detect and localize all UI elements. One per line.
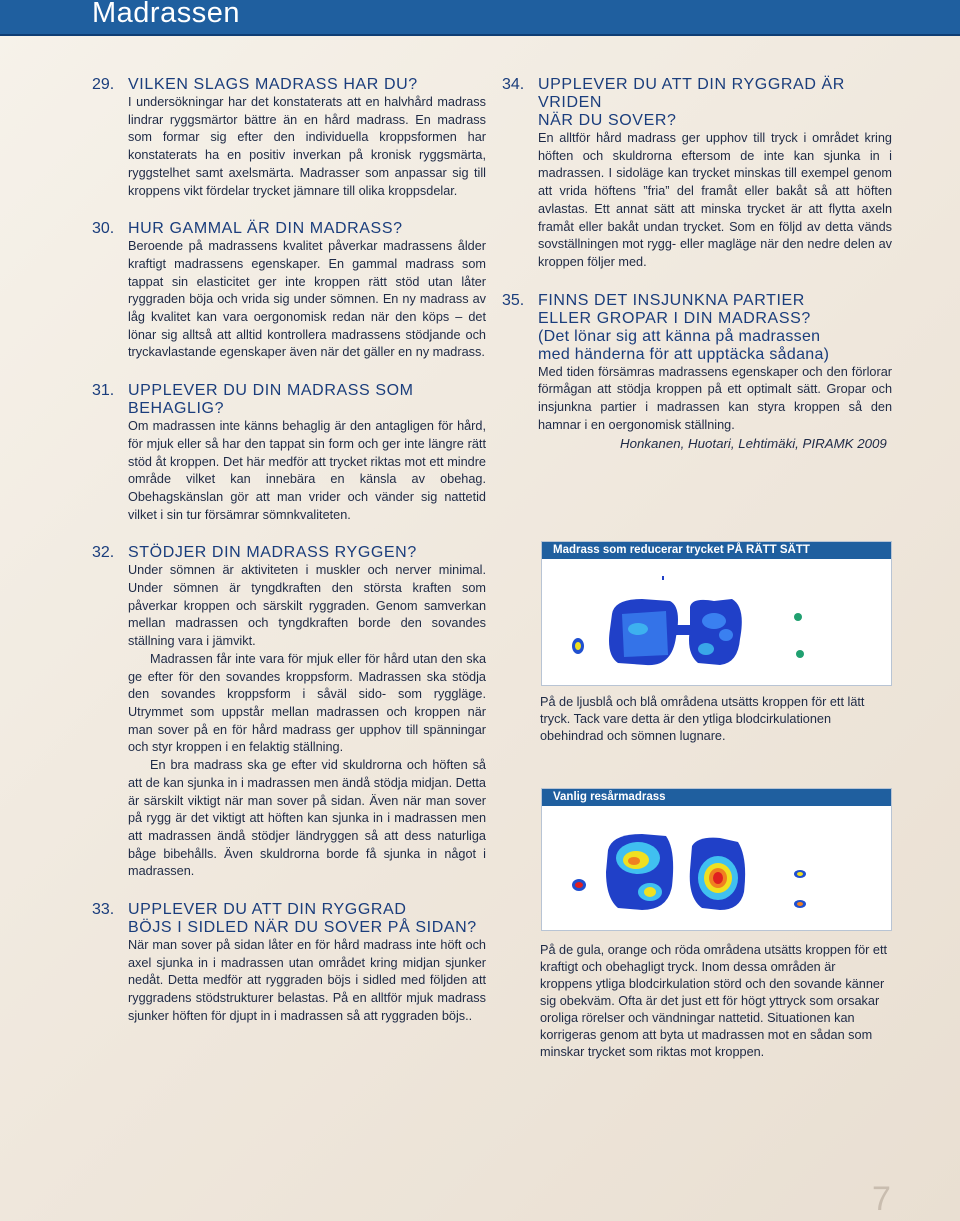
section-30 — [92, 220, 486, 362]
section-33 — [92, 901, 486, 1026]
section-heading: STÖDJER DIN MADRASS RYGGEN? — [128, 544, 417, 562]
section-text: När man sover på sidan låter en för hård madrass inte höft och axel sjunka in i madrassen utan området kring midjan sjunker nedåt. Detta medför att ryggraden böjs i sidled med följden att ryggradens stödstrukturer belastas. På en alltför mjuk madrass sjunker höften för djupt in i madrassen så att ryggraden böjs.. — [128, 938, 486, 1023]
section-heading: UPPLEVER DU ATT DIN RYGGRAD ÄR VRIDEN — [538, 76, 845, 111]
pressure-map-low — [542, 559, 891, 684]
figure-title: Vanlig resårmadrass — [542, 789, 891, 806]
section-number: 34. — [502, 76, 525, 93]
section-heading: VILKEN SLAGS MADRASS HAR DU? — [128, 76, 418, 93]
section-text: Beroende på madrassens kvalitet påverkar madrassens ålder kraftigt madrassens egenskaper. En gammal madrass som tappat sin elasticitet ger inte kroppen rätt stöd utan låter ryggraden böja och vrida sig under sömnen. En ny madrass av låg kvalitet kan vara oergonomisk redan när den köps – det lönar sig alltså att alltid kontrollera madrassens stödjande och tryckavlastande egenskaper även när det gäller en ny madrass. — [128, 239, 486, 360]
section-subheading: (Det lönar sig att känna på madrassen — [538, 327, 821, 345]
left-column — [92, 76, 486, 1026]
section-heading: UPPLEVER DU ATT DIN RYGGRAD — [128, 901, 407, 919]
figure-title: Madrass som reducerar trycket PÅ RÄTT SÄTT — [542, 542, 891, 559]
figure-spring-mattress — [541, 788, 892, 931]
right-column — [502, 76, 892, 434]
figure-caption: På de gula, orange och röda områdena utsätts kroppen för ett kraftigt och obehagligt tryck. Inom dessa områden är kroppens ytliga blodcirkulation störd och den sovande känner sig obekväm. Ofta är det just ett för högt yttryck som orsakar oroliga rörelser och vändningar nattetid. Situationen kan korrigeras genom att byta ut madrassen mot en sådan som minskar trycket som riktas mot kroppen. — [540, 943, 888, 1059]
section-paragraph: En bra madrass ska ge efter vid skuldrorna och höften så att de kan sjunka in i madrassen men ändå stödja midjan. Detta är särskilt viktigt när man sover på sidan. Även när man sover på rygg är det viktigt att höften kan sjunka in i madrassen men att madrassen ändå stödjer ländryggen så att dess naturliga båge bibehålls. Även skuldrorna borde få sjunka in något i madrassen. — [128, 758, 486, 879]
section-heading: NÄR DU SOVER? — [538, 112, 677, 129]
section-number: 32. — [92, 544, 115, 562]
section-paragraph: Under sömnen är aktiviteten i muskler och nerver minimal. Under sömnen är tyngdkraften den största kraften som påverkar kroppen och särskilt ryggraden. Genom samverkan mellan madrassen och tyngdkraften borde den sovandes ställning vara i jämvikt. — [128, 563, 486, 649]
section-paragraph: Madrassen får inte vara för mjuk eller för hård utan den ska ge efter för den sovandes kroppsform. Madrassen ska stödja den sovandes kroppsform i såväl sido- som ryggläge. Utrymmet som uppstår mellan madrassen och kroppen när man sover på en för hård madrass ger upphov till spänningar och styr kroppen i en felaktig ställning. — [128, 651, 486, 755]
page-header — [0, 0, 960, 36]
figure-caption: På de ljusblå och blå områdena utsätts kroppen för ett lätt tryck. Tack vare detta är den ytliga blodcirkulationen obehindrad och sömnen lugnare. — [540, 695, 865, 743]
section-text: I undersökningar har det konstaterats att en halvhård madrass lindrar ryggsmärtor bättre än en hård madrass. En madrass som formar sig efter den individuella kroppsformen har konstaterats ha en positiv inverkan på kronisk ryggsmärta, ryggstelhet samt axelsmärta. Madrasser som anpassar sig till kroppens vikt fördelar trycket jämnare till olika kroppsdelar. — [128, 95, 486, 198]
section-text: En alltför hård madrass ger upphov till tryck i området kring höften och skuldrorna eftersom de inte kan sjunka in i madrassen. I sidoläge kan trycket minskas till exempel genom att vrida höftens ”fria” del framåt eller bakåt så att höften avlastas. Ett annat sätt att minska trycket är att flytta axeln framåt eller bakåt undan trycket. Som en följd av detta vänds sovställningen mot rygg- eller magläge när den nedre delen av kroppen följer med. — [538, 131, 892, 269]
section-34 — [502, 76, 892, 272]
section-29 — [92, 76, 486, 200]
section-35 — [502, 292, 892, 435]
pressure-map-high — [542, 806, 891, 929]
section-number: 35. — [502, 291, 525, 309]
section-number: 33. — [92, 901, 115, 919]
citation: Honkanen, Huotari, Lehtimäki, PIRAMK 2009 — [620, 436, 887, 451]
section-heading: FINNS DET INSJUNKNA PARTIER — [538, 291, 805, 309]
page-title: Madrassen — [92, 0, 240, 29]
section-text: Med tiden försämras madrassens egenskaper och den förlorar förmågan att stödja kroppen på ett optimalt sätt. Gropar och insjunkna partier i madrassen kan styra kroppen så den hamnar i en oergonomisk ställning. — [538, 364, 892, 432]
section-32 — [92, 544, 486, 881]
figure-correct-mattress — [541, 541, 892, 686]
page-number: 7 — [872, 1180, 891, 1218]
section-heading: HUR GAMMAL ÄR DIN MADRASS? — [128, 220, 403, 238]
section-heading: ELLER GROPAR I DIN MADRASS? — [538, 309, 811, 327]
section-heading: UPPLEVER DU DIN MADRASS SOM BEHAGLIG? — [128, 382, 414, 418]
section-number: 30. — [92, 220, 115, 238]
section-number: 29. — [92, 76, 115, 93]
section-31 — [92, 382, 486, 524]
section-heading: BÖJS I SIDLED NÄR DU SOVER PÅ SIDAN? — [128, 919, 477, 937]
section-number: 31. — [92, 382, 115, 400]
section-subheading: med händerna för att upptäcka sådana) — [538, 345, 830, 363]
section-text: Om madrassen inte känns behaglig är den antagligen för hård, för mjuk eller så har den tappat sin form och ger inte längre rätt stöd åt kroppen. Det här medför att trycket riktas mot ett mindre område vilket kan innebära en känsla av obehag. Obehagskänslan gör att man vrider och vänder sig nattetid vilket i sin tur försämrar sömnkvaliteten. — [128, 419, 486, 522]
